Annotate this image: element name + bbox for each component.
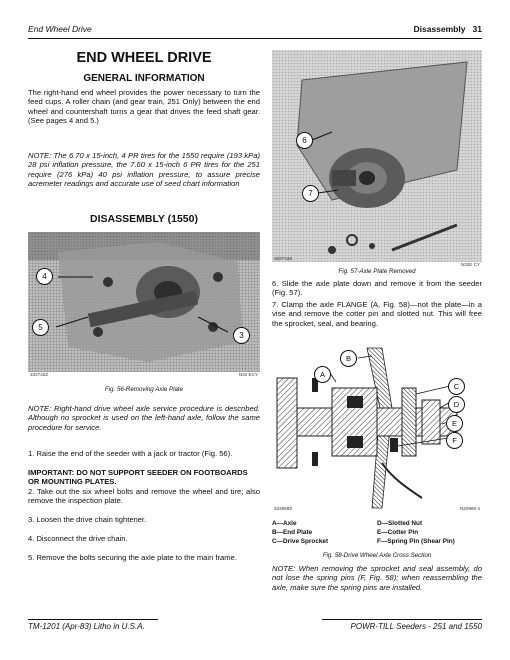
step-7: 7. Clamp the axle FLANGE (A, Fig. 58)—not the plate—in a vise and remove the cotter pin and slotted nut. This will free the sprocket, seal, and bearing. [272,300,482,328]
fig58-callout-C: C [448,378,465,395]
fig58-callout-E: E [446,415,463,432]
fig58-callout-D: D [448,396,465,413]
fig56-callout-5: 5 [32,319,49,336]
footer-product: POWR-TILL Seeders - 251 and 1550 [350,622,482,631]
fig56-photo [28,232,260,380]
step-1: 1. Raise the end of the seeder with a jack or tractor (Fig. 56). [28,449,233,458]
header-rule [28,38,482,39]
fig58-legend [272,520,482,545]
fig58-callout-A: A [314,366,331,383]
legend-item-c: C—Drive Sprocket [272,538,329,545]
legend-item-b: B—End Plate [272,529,313,536]
header-section-title: End Wheel Drive [28,24,92,34]
legend-item-e: E—Cotter Pin [377,529,419,536]
legend-item-a: A—Axle [272,520,297,527]
section-heading-disassembly: DISASSEMBLY (1550) [90,213,198,225]
legend-item-d: D—Slotted Nut [377,520,423,527]
fig57-photo-id: 332743Z [274,256,293,261]
header-page-label: Disassembly 31 [413,24,482,34]
step-6: 6. Slide the axle plate down and remove it from the seeder (Fig. 57). [272,279,482,298]
fig57-callout-6: 6 [296,132,313,149]
fig56-callout-4: 4 [36,268,53,285]
fig56-caption: Fig. 56-Removing Axle Plate [104,386,184,393]
fig56-illustration [28,232,260,380]
section-heading-general: GENERAL INFORMATION [83,73,205,84]
step-5: 5. Remove the bolts securing the axle plate to the main frame. [28,553,237,562]
fig58-caption: Fig. 58-Drive Wheel Axle Cross Section [322,552,432,559]
note-right-hand-axle: NOTE: Right-hand drive wheel axle service procedure is described. Although no sprocket is used on the left-hand axle, follow the same procedure for service. [28,404,260,432]
fig57-caption: Fig. 57-Axle Plate Removed [338,268,416,275]
fig58-callout-B: B [340,350,357,367]
fig56-ref: N32 ECY [238,372,258,377]
legend-item-f: F—Spring Pin (Shear Pin) [377,538,455,545]
step-1-warning: IMPORTANT: DO NOT SUPPORT SEEDER ON FOOTBOARDS OR MOUNTING PLATES. [28,468,248,487]
note-tire-pressure: NOTE: The 6.70 x 15-inch, 4 PR tires for the 1550 require (193 kPa) 28 psi inflation pressure, the 7.60 x 15-inch 6 PR tires for the 251 require (276 kPa) 40 psi inflation pressure, to assure precise acremeter readings and accurate use of seed chart information [28,151,260,189]
note-spring-pins: NOTE: When removing the sprocket and seal assembly, do not lose the spring pins (F, Fig. 58); when reassembling the axle, make sure the spring pins are installed. [272,564,482,592]
general-info-paragraph: The right-hand end wheel provides the power necessary to turn the feed cups. A roller chain (and gear train, 251 Only) between the end wheel and countershaft turns a gear that drives the feed shaft gear. (See pages 4 and 5.) [28,88,260,126]
step-4: 4. Disconnect the drive chain. [28,534,128,543]
fig58-ref: N20960 4 [460,506,480,511]
fig57-callout-7: 7 [302,185,319,202]
fig56-callout-3: 3 [233,327,250,344]
fig58-photo-id: 332959Z [274,506,293,511]
page-title: END WHEEL DRIVE [76,50,212,66]
fig58-callout-F: F [446,432,463,449]
footer-doc-id: TM-1201 (Apr-83) Litho in U.S.A. [28,622,145,631]
footer-rule-right [322,619,482,620]
step-3: 3. Loosen the drive chain tightener. [28,515,147,524]
step-2: 2. Take out the six wheel bolts and remove the wheel and tire; also remove the inspection plate. [28,487,260,506]
fig56-photo-id: 332742Z [30,372,49,377]
fig57-illustration [272,50,482,262]
fig57-photo [272,50,482,267]
fig58-diagram [272,338,482,513]
footer-rule-left [28,619,158,620]
fig57-ref: N32E CY [460,262,480,267]
